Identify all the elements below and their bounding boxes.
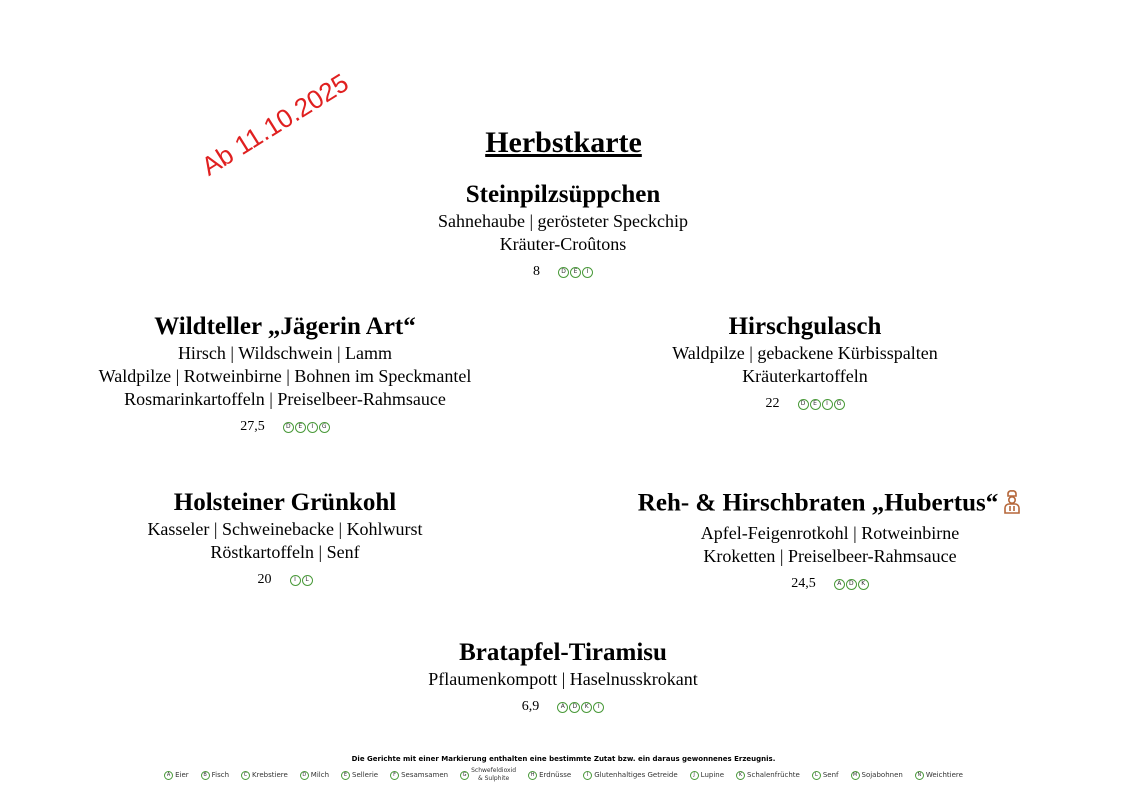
allergen-badge: E xyxy=(341,771,350,780)
legend-item xyxy=(690,771,724,780)
legend-label: Schalenfrüchte xyxy=(747,771,800,779)
allergen-badge: L xyxy=(302,575,313,586)
allergen-badge: B xyxy=(201,771,210,780)
allergen-badge: A xyxy=(164,771,173,780)
allergen-badge: I xyxy=(822,399,833,410)
price-row xyxy=(560,576,1100,592)
dish-description: Pflaumenkompott | Haselnusskrokant xyxy=(428,669,698,689)
allergen-badge: E xyxy=(810,399,821,410)
allergen-markers xyxy=(283,422,330,433)
legend-label: Sojabohnen xyxy=(861,771,903,779)
allergen-markers xyxy=(558,267,593,278)
allergen-badge: I xyxy=(307,422,318,433)
legend-label: Fisch xyxy=(211,771,230,779)
dish-name-text: Holsteiner Grünkohl xyxy=(173,489,397,516)
allergen-legend xyxy=(0,767,1127,783)
dish-description: Kräuter-Croûtons xyxy=(499,234,627,254)
dish-name xyxy=(560,488,1100,522)
allergen-badge: D xyxy=(283,422,294,433)
dish-description: Apfel-Feigenrotkohl | Rotweinbirne xyxy=(700,523,960,543)
dish-name xyxy=(570,312,1040,342)
dish-price: 20 xyxy=(257,572,272,587)
dish-description: Sahnehaube | gerösteter Speckchip xyxy=(437,211,688,231)
legend-label: Krebstiere xyxy=(252,771,288,779)
price-row xyxy=(363,264,763,280)
allergen-badge: J xyxy=(690,771,699,780)
allergen-badge: G xyxy=(319,422,330,433)
allergen-badge: C xyxy=(241,771,250,780)
allergen-badge: E xyxy=(570,267,581,278)
legend-item xyxy=(528,771,571,780)
chef-icon xyxy=(1002,488,1022,522)
allergen-badge: I xyxy=(582,267,593,278)
allergen-badge: D xyxy=(569,702,580,713)
allergen-badge: G xyxy=(460,771,469,780)
dish-description: Waldpilze | gebackene Kürbisspalten xyxy=(672,343,938,363)
price-row xyxy=(60,572,510,588)
dish-description: Röstkartoffeln | Senf xyxy=(210,542,360,562)
allergen-badge: A xyxy=(557,702,568,713)
allergen-badge: F xyxy=(390,771,399,780)
dish-description: Hirsch | Wildschwein | Lamm xyxy=(177,343,393,363)
dish-name-text: Bratapfel-Tiramisu xyxy=(459,639,667,666)
legend-label xyxy=(471,767,516,783)
legend-label: Milch xyxy=(310,771,330,779)
dish-price: 24,5 xyxy=(791,576,816,591)
legend-label-line: Schwefeldioxid xyxy=(471,767,517,774)
dish-description: Rosmarinkartoffeln | Preiselbeer-Rahmsauce xyxy=(124,389,446,409)
allergen-badge: I xyxy=(593,702,604,713)
dish-price: 22 xyxy=(765,396,780,411)
dish-description: Kroketten | Preiselbeer-Rahmsauce xyxy=(703,546,957,566)
allergen-markers xyxy=(834,579,869,590)
legend-item xyxy=(915,771,963,780)
allergen-badge: E xyxy=(295,422,306,433)
legend-label: Glutenhaltiges Getreide xyxy=(594,771,678,779)
allergen-badge: G xyxy=(834,399,845,410)
legend-item xyxy=(851,771,903,780)
allergen-badge: M xyxy=(851,771,860,780)
allergen-badge: N xyxy=(915,771,924,780)
price-row xyxy=(363,699,763,715)
allergen-badge: I xyxy=(290,575,301,586)
allergen-badge: I xyxy=(583,771,592,780)
dish-name xyxy=(363,180,763,210)
dish-description: Waldpilze | Rotweinbirne | Bohnen im Speckmantel xyxy=(98,366,472,386)
dish-name xyxy=(60,488,510,518)
dish-wildteller xyxy=(30,312,540,435)
allergen-badge: D xyxy=(846,579,857,590)
allergen-badge: K xyxy=(858,579,869,590)
dish-name-text: Wildteller „Jägerin Art“ xyxy=(154,313,416,340)
allergen-markers xyxy=(798,399,845,410)
allergen-badge: D xyxy=(798,399,809,410)
legend-item xyxy=(241,771,288,780)
legend-item xyxy=(736,771,800,780)
legend-item xyxy=(164,771,189,780)
dish-price: 27,5 xyxy=(240,419,265,434)
allergen-markers xyxy=(290,575,313,586)
dish-price: 8 xyxy=(533,264,540,279)
dish-gruenkohl xyxy=(60,488,510,588)
dish-name xyxy=(363,638,763,668)
legend-item xyxy=(341,771,378,780)
legend-item xyxy=(812,771,839,780)
allergen-badge: D xyxy=(558,267,569,278)
dish-name-text: Steinpilzsüppchen xyxy=(465,181,661,208)
legend-label: Sesamsamen xyxy=(401,771,449,779)
dish-tiramisu xyxy=(363,638,763,715)
legend-item xyxy=(390,771,448,780)
dish-name-text: Hirschgulasch xyxy=(728,313,882,340)
date-stamp: Ab 11.10.2025 xyxy=(196,67,354,182)
allergen-note: Die Gerichte mit einer Markierung enthalten eine bestimmte Zutat bzw. ein daraus gewonnenes Erzeugnis. xyxy=(351,755,776,763)
legend-label: Erdnüsse xyxy=(539,771,572,779)
dish-name-text: Reh- & Hirschbraten „Hubertus“ xyxy=(637,489,999,517)
legend-label: Lupine xyxy=(700,771,725,779)
price-row xyxy=(570,396,1040,412)
dish-description: Kasseler | Schweinebacke | Kohlwurst xyxy=(147,519,423,539)
legend-label-line: & Sulphite xyxy=(478,775,510,782)
legend-label: Sellerie xyxy=(352,771,379,779)
allergen-badge: D xyxy=(300,771,309,780)
price-row xyxy=(30,419,540,435)
allergen-markers xyxy=(557,702,604,713)
legend-label: Weichtiere xyxy=(925,771,963,779)
allergen-badge: K xyxy=(736,771,745,780)
legend-label: Senf xyxy=(822,771,839,779)
allergen-badge: L xyxy=(812,771,821,780)
allergen-badge: K xyxy=(581,702,592,713)
legend-item xyxy=(460,767,516,783)
dish-price: 6,9 xyxy=(521,699,540,714)
dish-description: Kräuterkartoffeln xyxy=(742,366,868,386)
allergen-badge: H xyxy=(528,771,537,780)
legend-item xyxy=(201,771,229,780)
legend-label: Eier xyxy=(175,771,189,779)
dish-hirschgulasch xyxy=(570,312,1040,412)
dish-hirschbraten xyxy=(560,488,1100,592)
dish-soup xyxy=(363,180,763,280)
dish-name xyxy=(30,312,540,342)
legend-item xyxy=(300,771,329,780)
menu-title: Herbstkarte xyxy=(485,126,642,159)
legend-item xyxy=(583,771,677,780)
allergen-badge: A xyxy=(834,579,845,590)
